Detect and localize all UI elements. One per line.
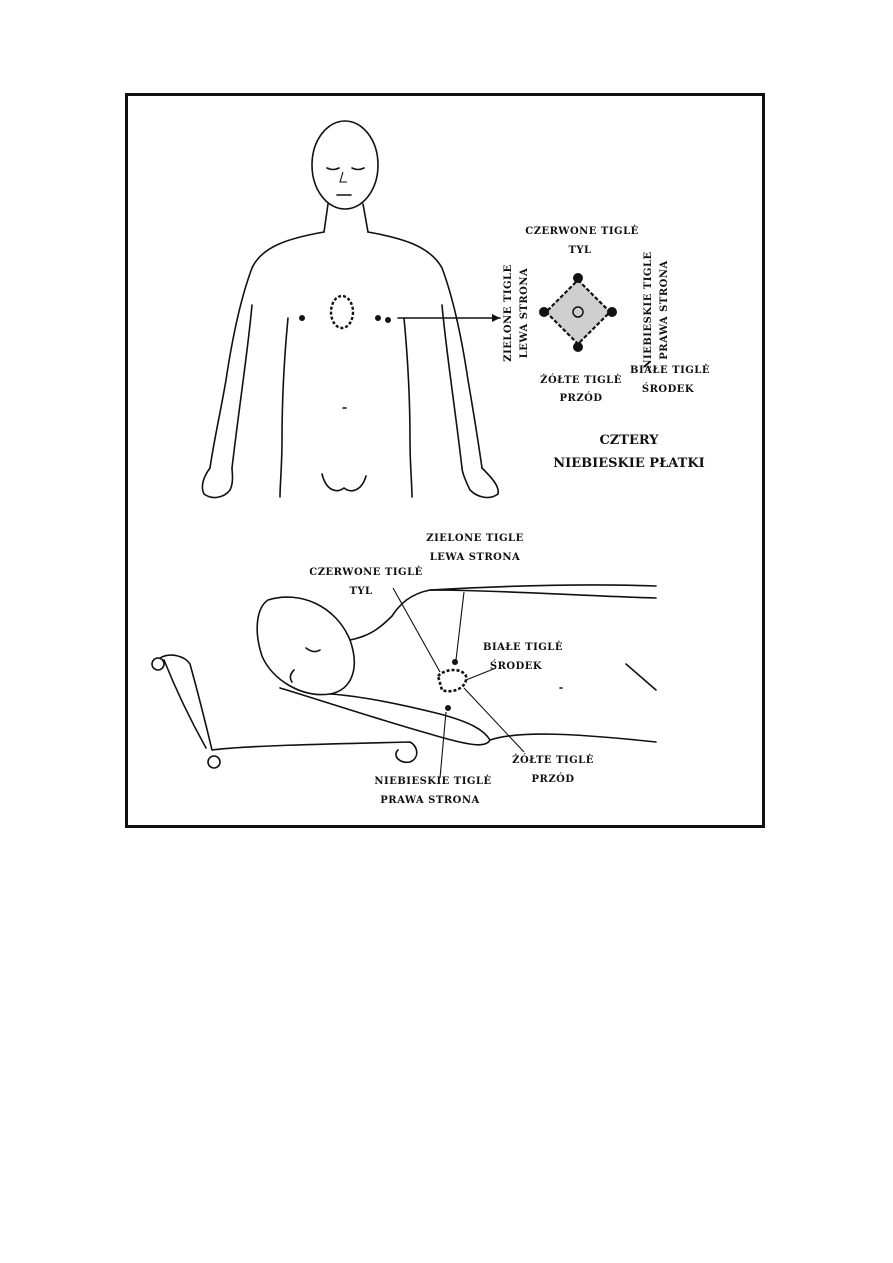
pelvis [322, 474, 366, 491]
standing-green-label: ZIELONE TIGLE [503, 264, 514, 362]
standing-white-label: BIAŁE TIGLĖ [630, 365, 710, 376]
leader-green [456, 592, 464, 660]
leader-yellow [464, 688, 524, 752]
chest-dot-right-1 [375, 315, 381, 321]
lying-yellow-sub: PRZÓD [531, 774, 575, 785]
petal-dot-right [607, 307, 617, 317]
pointer-arrow [492, 314, 500, 322]
lying-red-sub: TYL [349, 586, 373, 597]
standing-white-sub: ŚRODEK [641, 384, 695, 395]
pillow-edge [164, 660, 206, 748]
lying-back [350, 590, 656, 640]
petal-dot-bottom [573, 342, 583, 352]
nose [340, 172, 347, 182]
petal-dot-left [539, 307, 549, 317]
lying-green-sub: LEWA STRONA [429, 552, 521, 563]
standing-yellow-sub: PRZÓD [559, 393, 603, 404]
pillow-curl-bottom [208, 756, 220, 768]
lying-green-label: ZIELONE TIGLE [426, 533, 524, 544]
chest-dot-right-2 [385, 317, 391, 323]
lying-blue-sub: PRAWA STRONA [380, 795, 480, 806]
lying-white-sub: ŚRODEK [489, 661, 543, 672]
standing-blue-sub: PRAWA STRONA [659, 260, 670, 360]
lying-blue-label: NIEBIESKIE TIGLĖ [374, 776, 492, 787]
lying-dot-green [452, 659, 458, 665]
pillow-outline [160, 655, 417, 762]
right-hand [462, 468, 498, 497]
standing-figure [202, 121, 500, 497]
torso-left [280, 318, 288, 497]
lying-figure [152, 585, 656, 778]
leader-red [393, 588, 440, 672]
left-arm-outer [210, 232, 324, 468]
lying-red-label: CZERWONE TIGLĖ [309, 567, 423, 578]
lying-yellow-label: ŻÓŁTE TIGLĖ [512, 755, 594, 766]
petal-dot-top [573, 273, 583, 283]
standing-yellow-label: ŻÓŁTE TIGLĖ [540, 375, 622, 386]
lying-ear [290, 670, 294, 682]
torso-right [404, 318, 412, 497]
lying-dot-blue [445, 705, 451, 711]
lying-eye [306, 648, 320, 652]
lying-top-line [430, 585, 656, 590]
chest-dot-left [299, 315, 305, 321]
pillow-curl-left [152, 658, 164, 670]
heart-center [331, 296, 353, 328]
standing-blue-label: NIEBIESKIE TIGLE [643, 251, 654, 369]
lying-white-label: BIAŁE TIGLĖ [483, 642, 563, 653]
right-eye [352, 168, 364, 170]
lying-hip [626, 664, 656, 690]
right-arm-outer [368, 232, 482, 468]
lying-heart-center [438, 670, 466, 691]
four-petals-diamond [539, 273, 617, 352]
diagram-title-line2: NIEBIESKIE PŁATKI [553, 456, 705, 471]
standing-green-sub: LEWA STRONA [519, 267, 530, 359]
standing-red-sub: TYL [568, 245, 592, 256]
neck-left [324, 204, 328, 232]
left-hand [202, 468, 232, 497]
lying-head [257, 597, 354, 695]
lying-arm [280, 688, 490, 745]
neck-right [363, 204, 368, 232]
left-eye [327, 168, 339, 170]
leader-blue [440, 712, 446, 778]
diagram-title-line1: CZTERY [599, 433, 659, 448]
standing-red-label: CZERWONE TIGLĖ [525, 226, 639, 237]
